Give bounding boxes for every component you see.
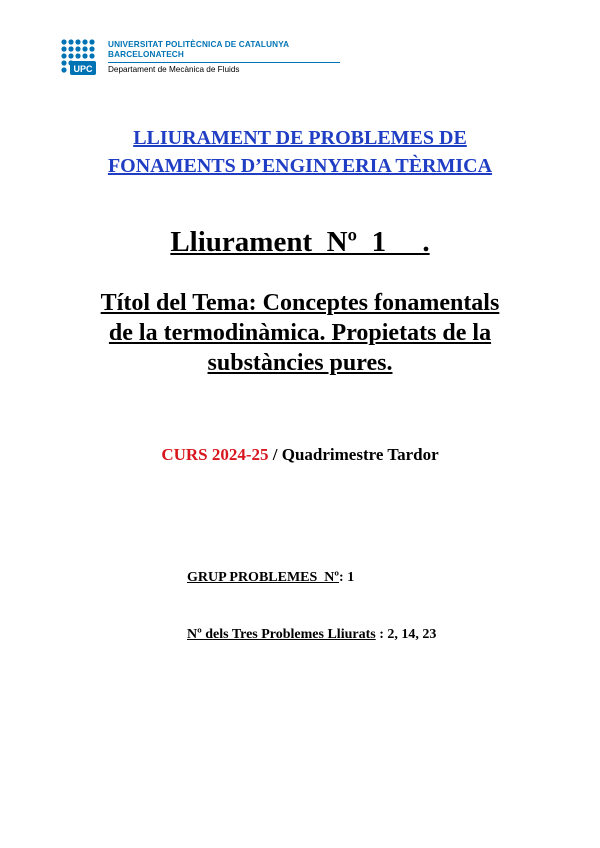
group-value: : 1	[339, 570, 355, 585]
document-title-line1: LLIURAMENT DE PROBLEMES DE	[133, 127, 467, 149]
problems-label: Nº dels Tres Problemes Lliurats	[187, 627, 376, 642]
course-year: CURS 2024-25	[161, 445, 269, 464]
department-name: Departament de Mecànica de Fluids	[108, 65, 240, 74]
document-title	[0, 124, 600, 180]
course-line	[0, 444, 600, 466]
topic-title-line2: de la termodinàmica. Propietats de la	[108, 320, 492, 346]
header-divider	[108, 62, 340, 63]
upc-logo-icon	[60, 38, 100, 78]
delivery-number	[0, 224, 600, 260]
course-term: Quadrimestre Tardor	[281, 445, 439, 464]
course-separator: /	[268, 445, 282, 464]
university-subtitle: BARCELONATECH	[108, 50, 184, 59]
group-label: GRUP PROBLEMES Nº	[187, 570, 340, 585]
topic-title-line3: substàncies pures.	[207, 350, 393, 376]
topic-title-line1: Títol del Tema: Conceptes fonamentals	[100, 290, 500, 316]
problems-line	[187, 627, 436, 643]
document-title-line2: FONAMENTS D’ENGINYERIA TÈRMICA	[107, 155, 493, 177]
problems-value: : 2, 14, 23	[375, 627, 437, 642]
university-header	[60, 38, 360, 82]
group-line	[187, 570, 354, 586]
svg-text:UPC: UPC	[73, 64, 93, 74]
university-name: UNIVERSITAT POLITÈCNICA DE CATALUNYA	[108, 40, 290, 49]
delivery-number-text: Lliurament Nº 1 .	[170, 226, 430, 258]
topic-title	[0, 288, 600, 378]
